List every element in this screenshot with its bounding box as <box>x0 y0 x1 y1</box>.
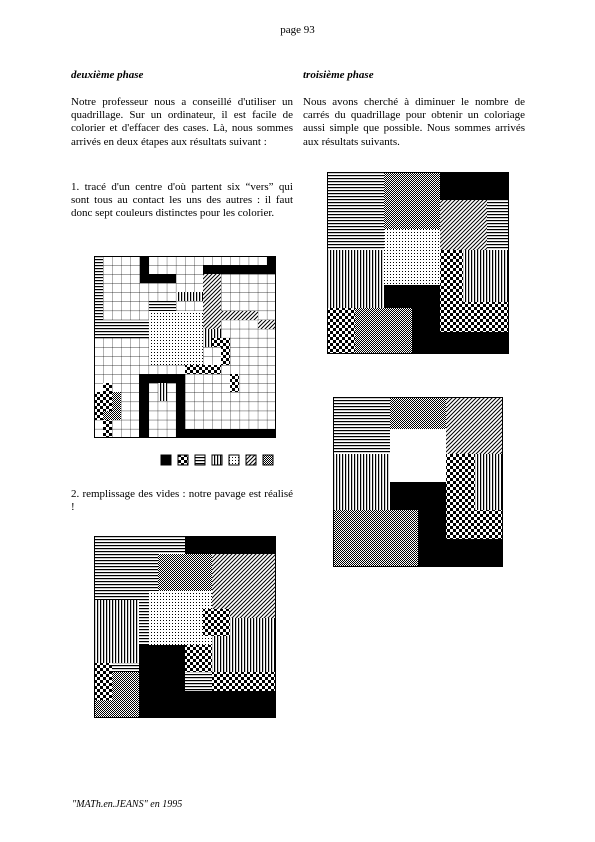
right-heading: troisième phase <box>303 69 374 81</box>
legend-checker <box>178 455 188 465</box>
pattern-legend <box>160 454 278 466</box>
legend-dots <box>229 455 239 465</box>
grid-worms-figure <box>94 256 276 438</box>
page-number: page 93 <box>280 24 315 36</box>
footer-credit: "MATh.en.JEANS" en 1995 <box>72 799 183 810</box>
left-intro: Notre professeur nous a conseillé d'utiliser un quadrillage. Sur un ordinateur, il est facile de colorier et d'effacer des cases. Là, nous sommes arrivés en deux étapes aux résultats suivant : <box>71 96 293 148</box>
legend-fine-grid <box>263 455 273 465</box>
reduced-paving-figure-2 <box>333 397 503 567</box>
right-intro: Nous avons cherché à diminuer le nombre de carrés du quadrillage pour obtenir un coloriage aussi simple que possible. Nous sommes arrivés aux résultats suivants. <box>303 96 525 148</box>
step-1-text: 1. tracé d'un centre d'où partent six “vers” qui sont tous au contact les uns des autres : il faut donc sept couleurs distinctes pour les colorier. <box>71 181 293 220</box>
step-2-text: 2. remplissage des vides : notre pavage est réalisé ! <box>71 488 293 514</box>
legend-solid-black <box>161 455 171 465</box>
reduced-paving-figure-1 <box>327 172 509 354</box>
legend-diagonal <box>246 455 256 465</box>
legend-vertical <box>212 455 222 465</box>
legend-horizontal <box>195 455 205 465</box>
left-heading: deuxième phase <box>71 69 144 81</box>
filled-paving-figure <box>94 536 276 718</box>
